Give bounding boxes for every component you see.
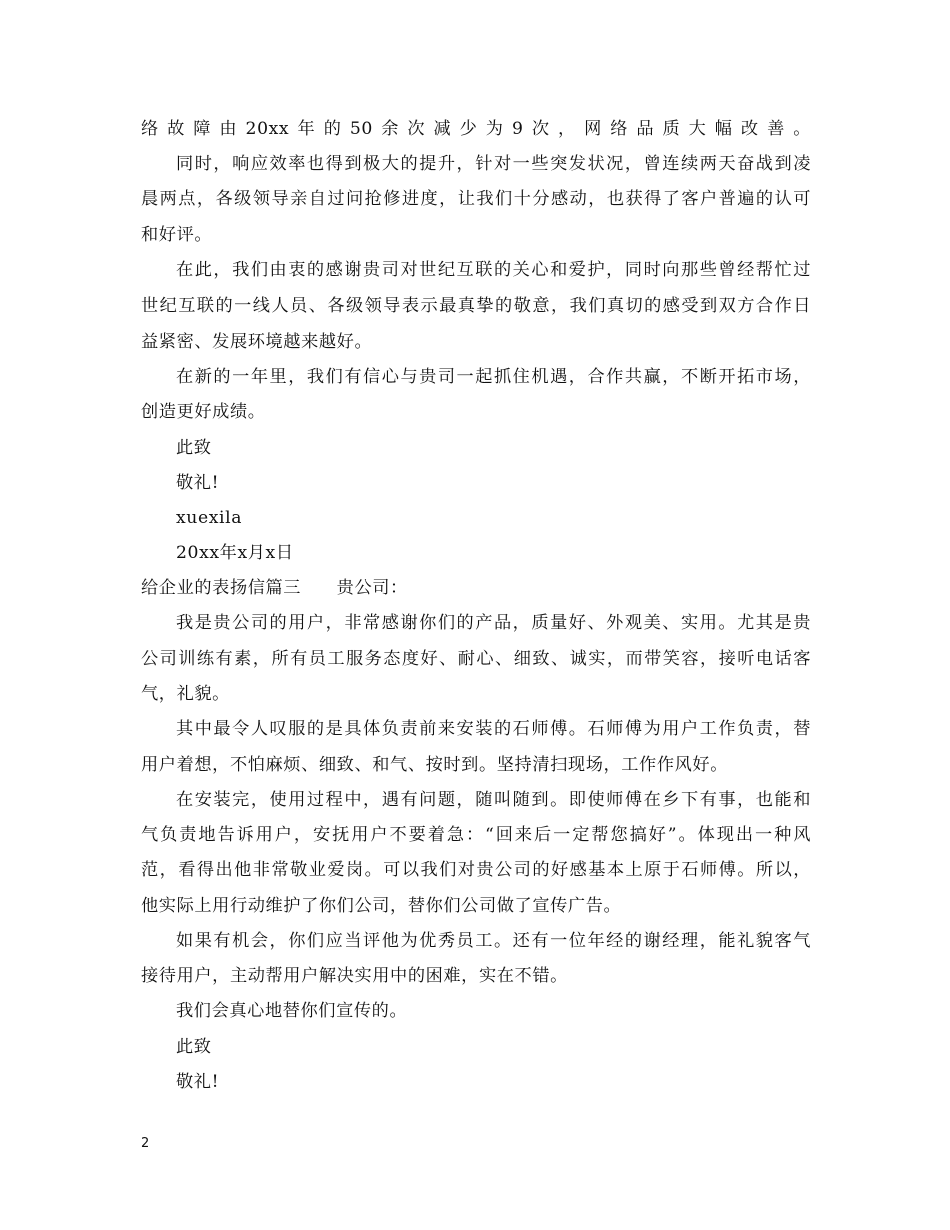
text-line: 同时，响应效率也得到极大的提升，针对一些突发状况，曾连续两天奋战到凌 (176, 154, 811, 174)
section-heading: 给企业的表扬信篇三 贵公司： (141, 578, 408, 598)
text-line: 其中最令人叹服的是具体负责前来安装的石师傅。石师傅为用户工作负责，替 (176, 719, 811, 739)
text-line: 益紧密、发展环境越来越好。 (141, 332, 373, 352)
text-line: 接待用户，主动帮用户解决实用中的困难，实在不错。 (141, 966, 568, 986)
text-line: 他实际上用行动维护了你们公司，替你们公司做了宣传广告。 (141, 896, 622, 916)
page-number: 2 (141, 1136, 150, 1151)
closing-line: 此致 (176, 1037, 212, 1057)
salutation-line: 敬礼! (176, 1072, 220, 1092)
text-line: 我是贵公司的用户，非常感谢你们的产品，质量好、外观美、实用。尤其是贵 (176, 613, 811, 633)
text-line: 用户着想，不怕麻烦、细致、和气、按时到。坚持清扫现场，工作作风好。 (141, 755, 728, 775)
text-line: 世纪互联的一线人员、各级领导表示最真挚的敬意，我们真切的感受到双方合作日 (141, 296, 811, 316)
text-line: 公司训练有素，所有员工服务态度好、耐心、细致、诚实，而带笑容，接听电话客 (141, 649, 811, 669)
text-line: 在安装完，使用过程中，遇有问题，随叫随到。即使师傅在乡下有事，也能和 (176, 790, 811, 810)
text-line: 如果有机会，你们应当评他为优秀员工。还有一位年经的谢经理，能礼貌客气 (176, 931, 811, 951)
text-line: 气，礼貌。 (141, 684, 230, 704)
text-line: 在此，我们由衷的感谢贵司对世纪互联的关心和爱护，同时向那些曾经帮忙过 (176, 260, 811, 280)
date-line: 20xx年x月x日 (176, 543, 294, 563)
text-line: 气负责地告诉用户，安抚用户不要着急：“回来后一定帮您搞好”。体现出一种风 (141, 825, 811, 845)
text-line: 和好评。 (141, 225, 213, 245)
text-line: 在新的一年里，我们有信心与贵司一起抓住机遇，合作共赢，不断开拓市场， (176, 367, 811, 387)
text-line: 我们会真心地替你们宣传的。 (176, 1001, 408, 1021)
text-line: 晨两点，各级领导亲自过问抢修进度，让我们十分感动，也获得了客户普遍的认可 (141, 189, 811, 209)
text-line: 络故障由20xx年的50余次减少为9次，网络品质大幅改善。 (141, 119, 811, 139)
signature-line: xuexila (176, 508, 243, 528)
text-line: 创造更好成绩。 (141, 402, 266, 422)
text-line: 范，看得出他非常敬业爱岗。可以我们对贵公司的好感基本上原于石师傅。所以， (141, 860, 811, 880)
closing-line: 此致 (176, 438, 212, 458)
salutation-line: 敬礼! (176, 473, 220, 493)
